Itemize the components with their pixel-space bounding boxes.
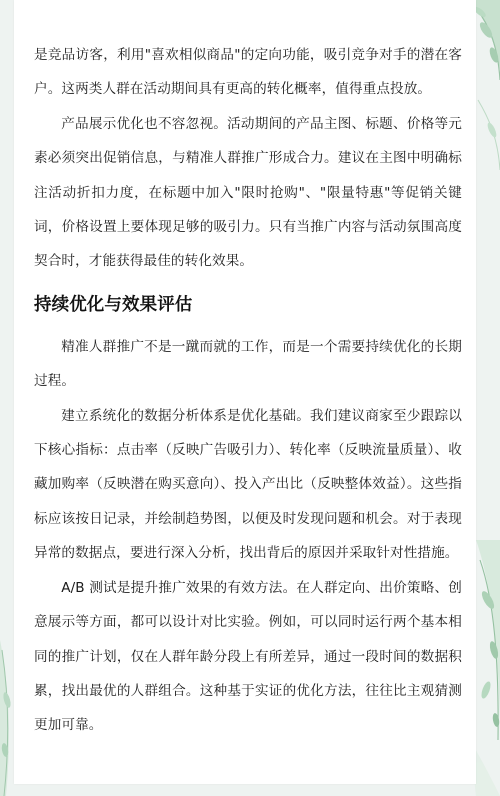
paragraph-continuous-optimization: 精准人群推广不是一蹴而就的工作，而是一个需要持续优化的长期过程。 [34, 338, 462, 390]
paragraph-data-analysis: 建立系统化的数据分析体系是优化基础。我们建议商家至少跟踪以下核心指标：点击率（反映广告吸引力）、转化率（反映流量质量）、收藏加购率（反映潜在购买意向）、投入产出比（反映整体效益）。这些指标应该按日记录，并绘制趋势图，以便及时发现问题和机会。对于表现异常的数据点，要进行深入分析，找出背后的原因并采取针对性措施。 [34, 407, 462, 562]
watercolor-leaves-bottom-left-icon [0, 640, 12, 796]
paragraph-ab-testing: A/B 测试是提升推广效果的有效方法。在人群定向、出价策略、创意展示等方面，都可以设计对比实验。例如，可以同时运行两个基本相同的推广计划，仅在人群年龄分段上有所差异，通过一段时间的数据积累，找出最优的人群组合。这种基于实证的优化方法，往往比主观猜测更加可靠。 [34, 579, 462, 734]
paragraph-intro-continued: 是竞品访客，利用"喜欢相似商品"的定向功能，吸引竞争对手的潜在客户。这两类人群在活动期间具有更高的转化概率，值得重点投放。 [34, 47, 462, 98]
paragraph-product-display: 产品展示优化也不容忽视。活动期间的产品主图、标题、价格等元素必须突出促销信息，与精准人群推广形成合力。建议在主图中明确标注活动折扣力度，在标题中加入"限时抢购"、"限量特惠"等促销关键词，价格设置上要体现足够的吸引力。只有当推广内容与活动氛围高度契合时，才能获得最佳的转化效果。 [34, 115, 462, 270]
section-heading: 持续优化与效果评估 [34, 294, 193, 315]
document-content [34, 38, 462, 743]
